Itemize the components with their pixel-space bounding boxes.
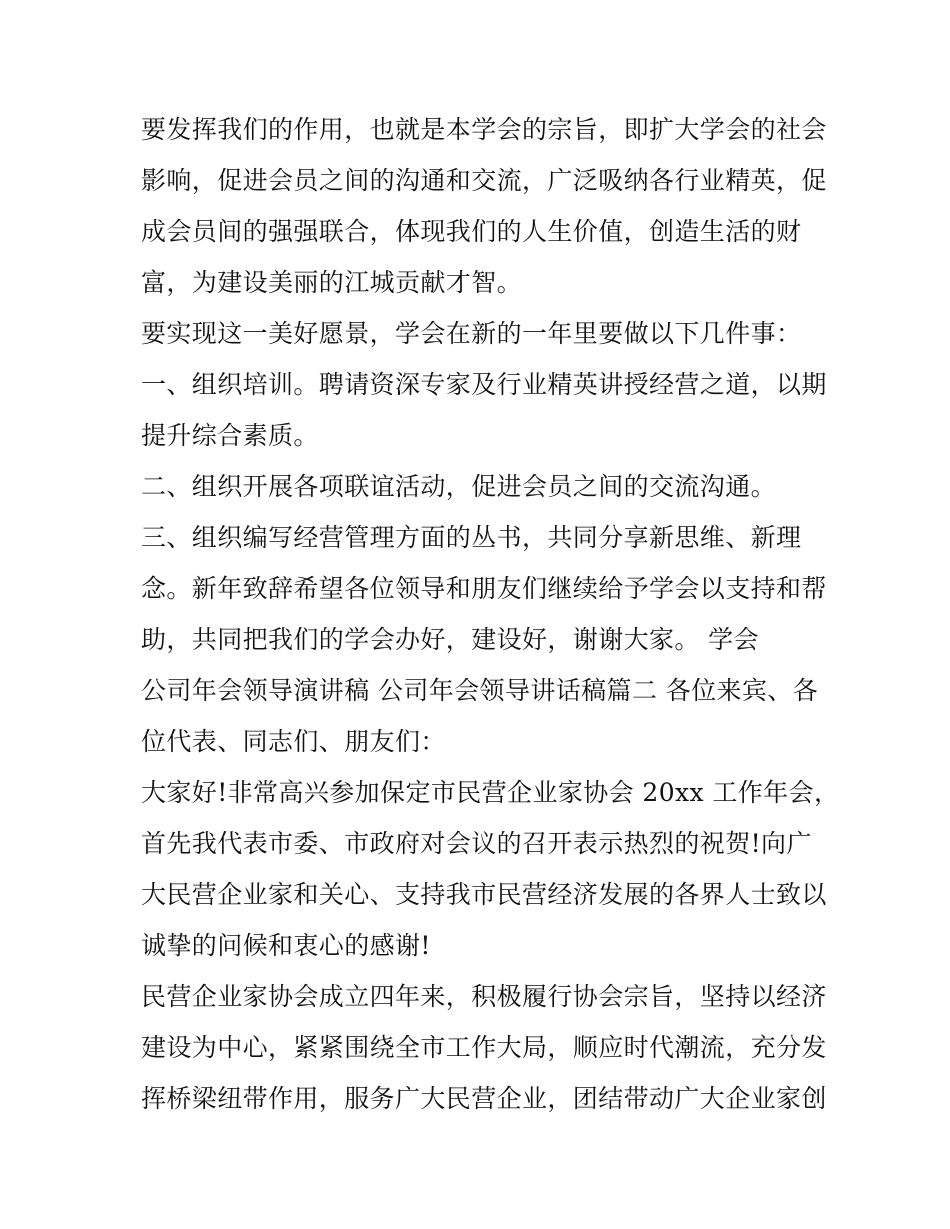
text-line: 大民营企业家和关心、支持我市民营经济发展的各界人士致以 [141,880,827,909]
document-body [141,108,840,1128]
text-line: 公司年会领导演讲稿 公司年会领导讲话稿篇二 各位来宾、各 [141,676,819,705]
text-line: 建设为中心，紧紧围绕全市工作大局，顺应时代潮流，充分发 [141,1033,827,1062]
text-line: 二、组织开展各项联谊活动，促进会员之间的交流沟通。 [141,472,777,501]
text-line: 首先我代表市委、市政府对会议的召开表示热烈的祝贺!向广 [141,829,812,858]
text-line: 提升综合素质。 [141,421,319,450]
text-line: 民营企业家协会成立四年来，积极履行协会宗旨，坚持以经济 [141,982,827,1011]
text-line: 要发挥我们的作用，也就是本学会的宗旨，即扩大学会的社会 [141,115,827,144]
text-line: 念。新年致辞希望各位领导和朋友们继续给予学会以支持和帮 [141,574,827,603]
text-line: 大家好!非常高兴参加保定市民营企业家协会 20xx 工作年会， [141,778,840,807]
text-line: 影响，促进会员之间的沟通和交流，广泛吸纳各行业精英，促 [141,166,827,195]
text-line: 一、组织培训。聘请资深专家及行业精英讲授经营之道，以期 [141,370,827,399]
text-line: 位代表、同志们、朋友们： [141,727,446,756]
text-line: 成会员间的强强联合，体现我们的人生价值，创造生活的财 [141,217,802,246]
text-line: 挥桥梁纽带作用，服务广大民营企业，团结带动广大企业家创 [141,1084,827,1113]
text-line: 要实现这一美好愿景，学会在新的一年里要做以下几件事： [141,319,802,348]
text-line: 三、组织编写经营管理方面的丛书，共同分享新思维、新理 [141,523,802,552]
text-line: 富，为建设美丽的江城贡献才智。 [141,268,523,297]
text-line: 助，共同把我们的学会办好，建设好，谢谢大家。 学会 [141,625,759,654]
text-line: 诚挚的问候和衷心的感谢! [141,931,431,960]
